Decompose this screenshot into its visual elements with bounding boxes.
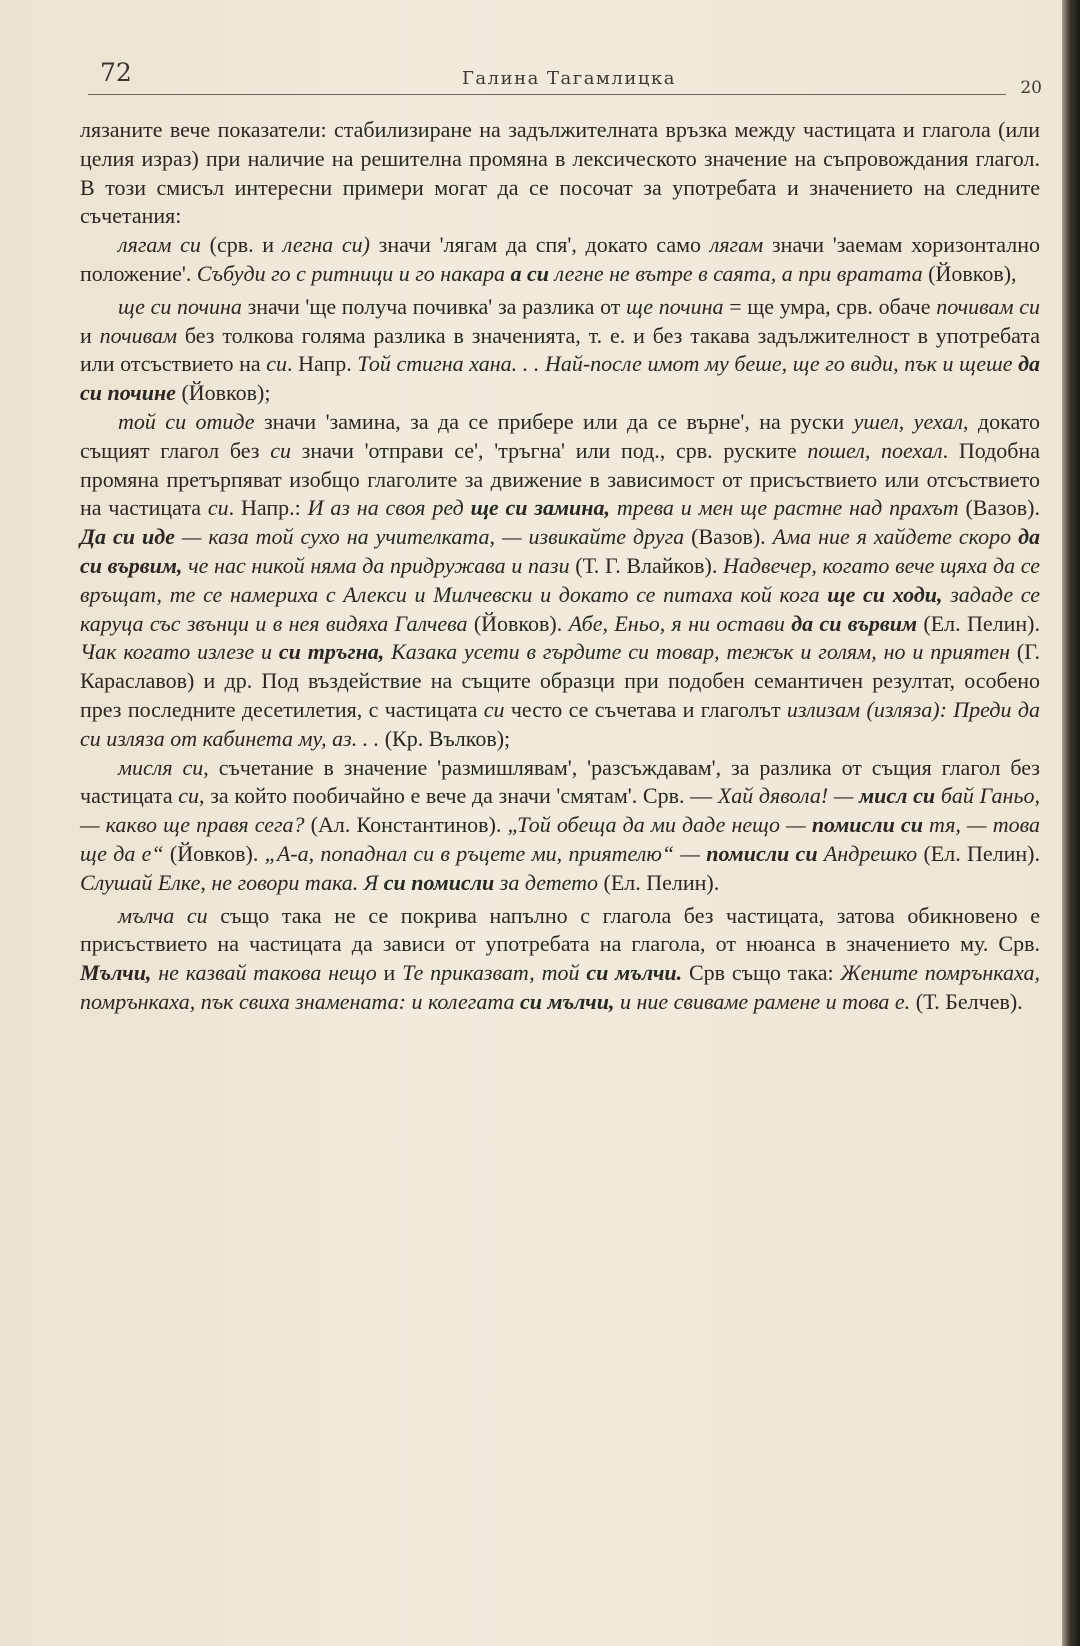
text-run: Хай дявола! — <box>717 783 860 809</box>
text-run: (Йовков); <box>175 380 271 406</box>
text-run: лягам си <box>118 232 201 258</box>
page-header <box>78 54 1046 100</box>
text-run: (Йовков), <box>922 260 1017 286</box>
text-run: Той стигна хана. . . Най-после имот му беше, ще го види, пък и щеше <box>357 351 1019 377</box>
text-run: излизам (изляза): Преди да си изляза от кабинета му, аз. . . <box>80 696 1041 751</box>
text-run: (Вазов). <box>958 495 1040 521</box>
text-run: . Подобна промяна претърпяват изобщо глаголите за движение в зависимост от присъствието или отсъствието на частицата <box>80 437 1041 521</box>
book-spine-shadow <box>1062 0 1080 1646</box>
text-run: значи 'отправи се', 'тръгна' или под., срв. руските <box>290 437 808 463</box>
text-run: = ще умра, срв. обаче <box>723 293 937 319</box>
text-run: почивам <box>99 322 178 348</box>
text-run: (Ал. Константинов). <box>304 812 508 838</box>
text-run: си <box>266 351 288 377</box>
text-run: (Т. Белчев). <box>910 988 1023 1014</box>
paragraph <box>80 293 1040 408</box>
text-run: (Ел. Пелин). <box>917 840 1041 866</box>
text-run: Слушай Елке, не говори така. Я <box>80 869 384 895</box>
text-run: мисля си <box>118 754 204 780</box>
text-run: а си <box>510 260 549 286</box>
text-run: той си отиде <box>118 408 255 434</box>
text-run: Мълчи, <box>80 960 152 986</box>
paragraph <box>80 231 1040 289</box>
text-run: (Г. Караславов) и др. Под въздействие на същите образци при подобен семантичен резултат, особено през последните десетилетия, с частицата <box>80 639 1040 722</box>
text-run: си <box>270 437 291 463</box>
text-run: си тръгна, <box>278 639 385 665</box>
text-run: Да си иде <box>80 524 175 550</box>
corner-mark: 20 <box>1020 78 1042 98</box>
text-run: пошел, поехал <box>807 437 943 463</box>
text-run: бай Ганьо, — какво ще правя сега? <box>80 783 1040 838</box>
text-run: . Напр. <box>287 351 358 377</box>
text-run: (Кр. Вълков); <box>379 725 511 751</box>
text-run: „Той обеща да ми даде нещо — <box>507 812 812 838</box>
text-run: също така не се покрива напълно с глагола без частицата, затова обикновено е присъствието на частицата да зависи от употребата на глагола, от нюанса в значението му. Срв. <box>80 902 1040 957</box>
text-run: често се съчетава и глаголът <box>504 696 787 722</box>
text-run: значи 'замина, за да се прибере или да се върне', на руски <box>254 408 854 434</box>
text-run: Надвечер, когато вече щяха да се връщат, те се намериха с Алекси и Милчевски и докато се питаха кой кога <box>80 552 1041 607</box>
text-run: лязаните вече показатели: стабилизиране на задължителната връзка между частицата и глагола (или целия израз) при наличие на решителна промяна в лексическото значение на съпровождания глагол. В този смисъл интересни примери могат да се посочат за употребата и значението на следните съчетания: <box>80 117 1040 229</box>
text-run: лягам <box>709 232 764 258</box>
text-run: Казака усети в гърдите си товар, тежък и голям, но и приятен <box>384 639 1011 665</box>
text-run: , за който пообичайно е вече да значи 'смятам'. Срв. — <box>199 783 718 809</box>
text-run: значи 'лягам да спя', докато само <box>369 232 710 258</box>
page-number: 72 <box>100 58 132 87</box>
header-rule <box>88 94 1006 95</box>
text-run: ушел, уехал <box>853 408 963 434</box>
text-run: ще почина <box>626 293 724 319</box>
text-run: (Йовков). <box>163 840 265 866</box>
text-run: Събуди го с ритници и го накара <box>196 260 511 286</box>
text-run: , докато същият глагол без <box>80 408 1040 463</box>
text-run: Андрешко <box>817 840 918 866</box>
text-run: ще си почина <box>118 293 242 319</box>
body-text <box>80 116 1040 1017</box>
text-run: Срв също така: <box>682 960 841 986</box>
text-run: мълча си <box>118 902 208 928</box>
text-run: си помисли <box>383 869 495 895</box>
text-run: , съчетание в значение 'размишлявам', 'разсъждавам', за разлика от същия глагол без частицата <box>80 754 1041 809</box>
text-run: (Ел. Пелин). <box>598 869 720 895</box>
text-run: без толкова голяма разлика в значенията, т. е. и без такава задължителност в употребата или отсъствието на <box>80 322 1040 377</box>
text-run: (Т. Г. Влайков). <box>569 552 724 578</box>
text-run: (Йовков). <box>467 610 569 636</box>
text-run: си <box>483 696 505 722</box>
text-run: ще си замина, <box>470 495 610 521</box>
text-run: зададе се каруца със звънци и в нея видяха Галчева <box>80 581 1040 636</box>
paragraph <box>80 408 1040 754</box>
text-run: за детето <box>494 869 598 895</box>
text-run: си <box>207 495 229 521</box>
text-run: че нас никой няма да придружава и пази <box>182 552 570 578</box>
text-run: легне не вътре в саята, а при вратата <box>548 260 923 286</box>
text-run: мисл си <box>859 783 936 809</box>
text-run: почивам си <box>936 293 1040 319</box>
text-run: и ние свиваме рамене и това е. <box>614 988 911 1014</box>
text-run: значи 'заемам хоризонтално положение'. <box>80 232 1040 286</box>
text-run: . Напр.: <box>228 495 308 521</box>
paragraph <box>80 754 1040 898</box>
text-run: да си почине <box>80 351 1040 406</box>
text-run: Абе, Еньо, я ни остави <box>568 610 792 636</box>
text-run: „А-а, попаднал си в ръцете ми, приятелю“ — <box>264 840 707 866</box>
text-run: легна си) <box>282 232 370 258</box>
text-run: (Ел. Пелин). <box>917 610 1040 636</box>
text-run: помисли си <box>706 840 818 866</box>
text-run: ще си ходи, <box>827 581 943 607</box>
text-run: не казвай такова нещо <box>151 960 377 986</box>
text-run: и <box>376 960 403 986</box>
text-run: си мълчи. <box>586 960 683 986</box>
text-run: И аз на своя ред <box>307 495 471 521</box>
paragraph <box>80 116 1040 231</box>
text-run: (Вазов). <box>684 524 773 550</box>
text-run: (срв. и <box>200 232 283 258</box>
text-run: — каза той сухо на учителката, — извикайте друга <box>174 524 685 550</box>
text-run: Жените помрънкаха, помрънкаха, пък свиха знамената: и колегата <box>80 960 1040 1014</box>
text-run: да си вървим <box>791 610 918 636</box>
text-run: да си вървим, <box>80 524 1040 578</box>
text-run: помисли си <box>811 812 923 838</box>
text-run: и <box>80 322 100 348</box>
running-head: Галина Тагамлицка <box>462 68 676 89</box>
text-run: значи 'ще получа почивка' за разлика от <box>241 293 627 319</box>
text-run: си мълчи, <box>520 988 615 1014</box>
text-run: трева и мен ще растне над прахът <box>610 495 959 521</box>
text-run: тя, — това ще да е“ <box>80 812 1041 866</box>
paragraph <box>80 902 1040 1017</box>
text-run: Ама ние я хайдете скоро <box>772 524 1019 550</box>
text-run: Чак когато излезе и <box>80 639 279 665</box>
text-run: си <box>178 783 200 809</box>
text-run: Те приказват, той <box>402 960 587 986</box>
